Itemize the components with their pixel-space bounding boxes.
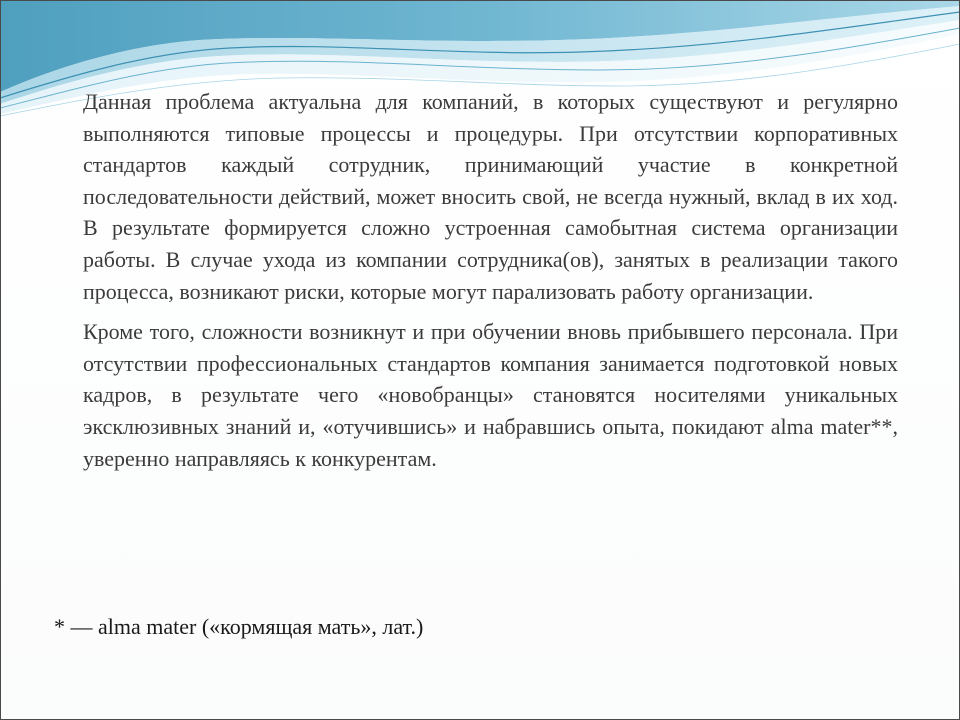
paragraph-1: Данная проблема актуальна для компаний, в которых существуют и регулярно выполняются типовые процессы и процедуры. При отсутствии корпоративных стандартов каждый сотрудник, принимающий участие в конкретной последовательности действий, может вносить свой, не всегда нужный, вклад в их ход. В результате формируется сложно устроенная самобытная система организации работы. В случае ухода из компании сотрудника(ов), занятых в реализации такого процесса, возникают риски, которые могут парализовать работу организации.	[83, 89, 898, 304]
footnote: * — alma mater («кормящая мать», лат.)	[54, 614, 424, 639]
body-text	[83, 86, 898, 474]
paragraph-2: Кроме того, сложности возникнут и при обучении вновь прибывшего персонала. При отсутствии профессиональных стандартов компания занимается подготовкой новых кадров, в результате чего «новобранцы» становятся носителями уникальных эксклюзивных знаний и, «отучившись» и набравшись опыта, покидают alma mater**, уверенно направляясь к конкурентам.	[83, 319, 898, 471]
